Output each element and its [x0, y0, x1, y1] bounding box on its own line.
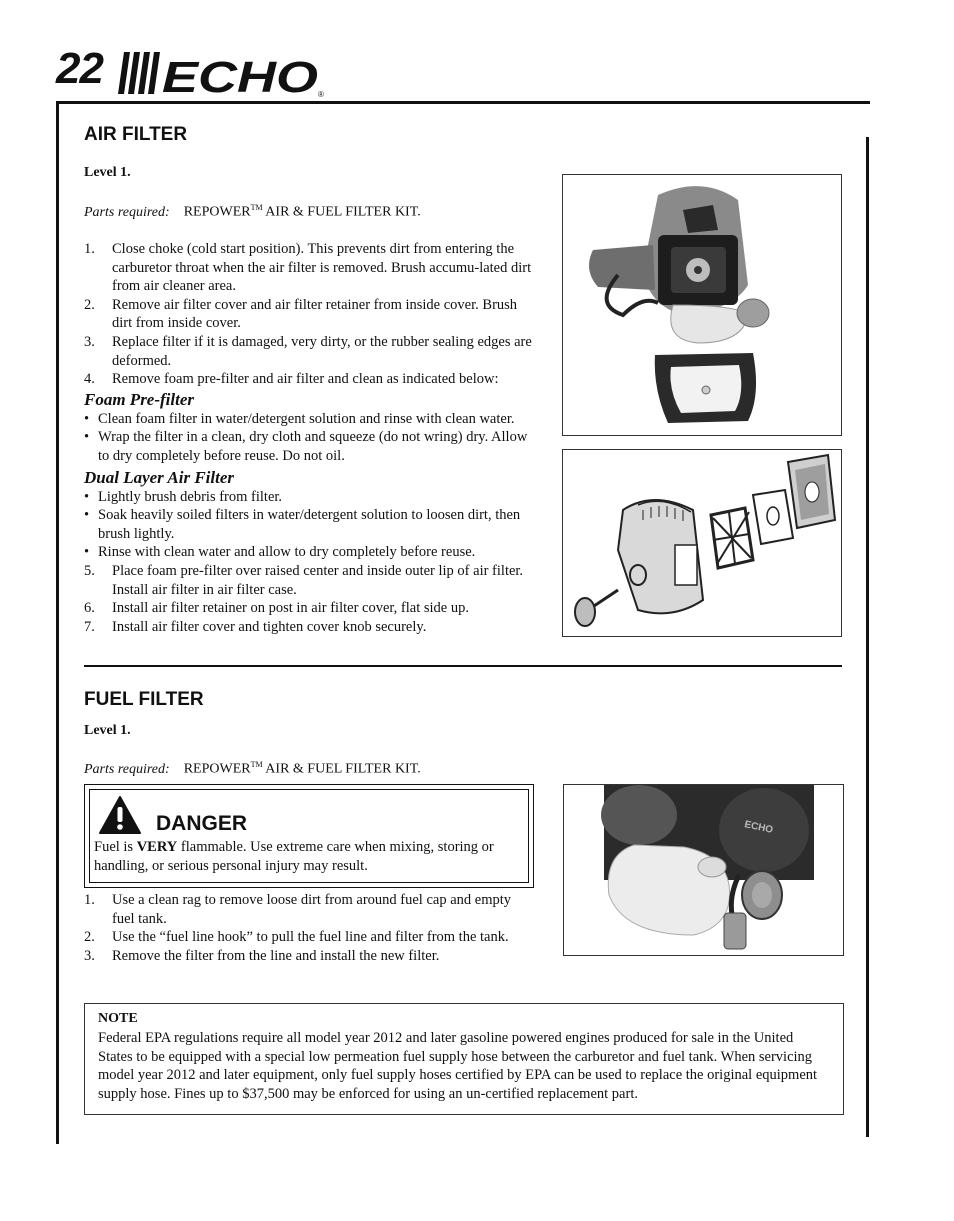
foam-prefilter-heading: Foam Pre-filter — [84, 389, 195, 409]
bullet-item: • Wrap the filter in a clean, dry cloth and squeeze (do not wring) dry. Allow to dry completely before reuse. Do not oil. — [84, 429, 528, 464]
fuel-tank-photo — [563, 784, 844, 956]
fuel-filter-parts-required — [84, 760, 421, 778]
bullet-item: • Soak heavily soiled filters in water/detergent solution to loosen dirt, then brush lightly. — [84, 507, 521, 542]
parts-label: Parts required: — [84, 761, 170, 777]
brand-text: ECHO — [162, 53, 318, 98]
page-number: 22 — [56, 44, 103, 93]
step-item: 5. Place foam pre-filter over raised center and inside outer lip of air filter. Install air filter in air filter case. — [84, 562, 524, 598]
danger-box — [84, 784, 534, 888]
bullet-item: • Clean foam filter in water/detergent solution and rinse with clean water. — [84, 410, 515, 427]
step-item: 4. Remove foam pre-filter and air filter and clean as indicated below: — [84, 371, 499, 388]
air-filter-parts-required — [84, 203, 421, 221]
note-text: Federal EPA regulations require all model year 2012 and later gasoline powered engines produced for sale in the United States to be equipped with a special low permeation fuel supply hose between the carburetor and fuel tank. When servicing model year 2012 and later equipment, only fuel supply hoses certified by EPA can be used to replace the original equipment supply hose. Fines up to $37,500 may be enforced for using an un-certified replacement part. — [98, 1030, 818, 1102]
engine-air-filter-photo — [562, 174, 842, 436]
bullet-item: • Lightly brush debris from filter. — [84, 488, 283, 505]
echo-logo — [118, 50, 328, 98]
right-margin-bar — [866, 137, 869, 1137]
danger-heading: DANGER — [156, 812, 248, 835]
air-filter-title: AIR FILTER — [84, 124, 188, 145]
danger-text: Fuel is VERY flammable. Use extreme care when mixing, storing or handling, or serious personal injury may result. — [94, 839, 494, 874]
step-item: 2. Use the “fuel line hook” to pull the fuel line and filter from the tank. — [84, 929, 509, 946]
header-rule — [56, 101, 870, 104]
parts-kit-desc: AIR & FUEL FILTER KIT. — [262, 761, 421, 777]
step-item: 2. Remove air filter cover and air filter retainer from inside cover. Brush dirt from inside cover. — [84, 296, 518, 332]
bullet-item: • Rinse with clean water and allow to dry completely before reuse. — [84, 544, 476, 561]
air-filter-level: Level 1. — [84, 165, 131, 180]
section-divider — [84, 665, 842, 667]
left-margin-bar — [56, 104, 59, 1144]
svg-text:®: ® — [318, 90, 324, 98]
step-item: 3. Replace filter if it is damaged, very dirty, or the rubber sealing edges are deformed. — [84, 333, 532, 369]
air-filter-instructions — [84, 240, 532, 636]
step-item: 3. Remove the filter from the line and install the new filter. — [84, 947, 440, 964]
note-box — [84, 1003, 844, 1115]
trademark: TM — [250, 203, 263, 212]
svg-text:ECHO: ECHO — [743, 819, 774, 836]
fuel-filter-title: FUEL FILTER — [84, 689, 204, 710]
step-item: 6. Install air filter retainer on post in air filter cover, flat side up. — [84, 600, 469, 617]
parts-kit-desc: AIR & FUEL FILTER KIT. — [262, 204, 421, 220]
note-heading: NOTE — [98, 1011, 138, 1026]
air-filter-exploded-diagram — [562, 449, 842, 637]
parts-kit: REPOWER — [183, 761, 251, 777]
fuel-filter-level: Level 1. — [84, 723, 131, 738]
step-item: 7. Install air filter cover and tighten cover knob securely. — [84, 618, 427, 635]
fuel-filter-instructions — [84, 891, 514, 965]
step-item: 1. Close choke (cold start position). This prevents dirt from entering the carburetor throat when the air filter is removed. Brush accumu-lated dirt from air cleaner area. — [84, 241, 532, 295]
trademark: TM — [250, 760, 263, 769]
parts-kit: REPOWER — [183, 204, 251, 220]
dual-layer-heading: Dual Layer Air Filter — [84, 467, 235, 487]
warning-triangle-icon — [98, 795, 142, 835]
parts-label: Parts required: — [84, 204, 170, 220]
step-item: 1. Use a clean rag to remove loose dirt from around fuel cap and empty fuel tank. — [84, 892, 512, 927]
